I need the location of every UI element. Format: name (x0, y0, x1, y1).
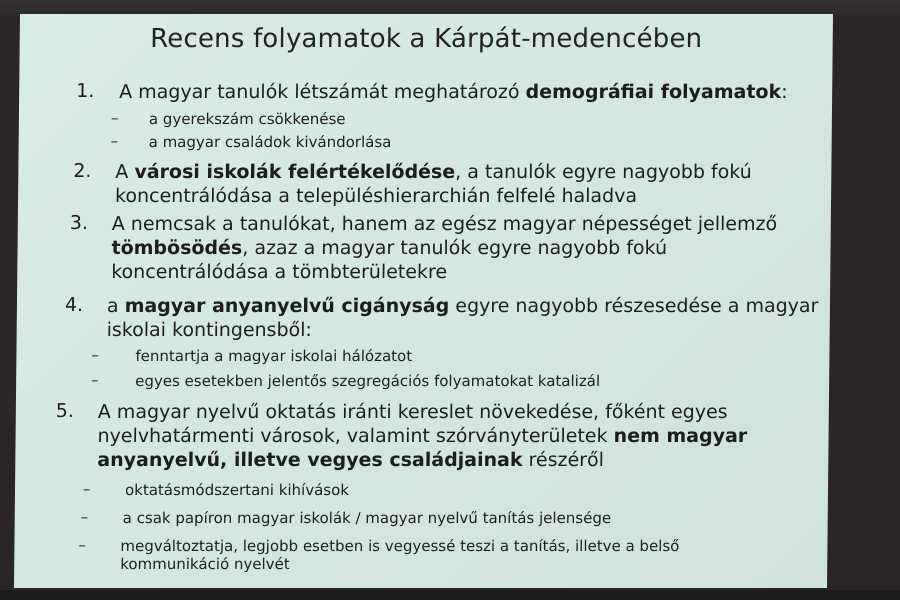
item-4-number: 4. (64, 294, 84, 316)
item-3-number: 3. (69, 212, 89, 234)
room-floor-edge (0, 590, 900, 600)
item-1-sub-2: a magyar családok kivándorlása (148, 133, 392, 151)
item-5-sub-1: oktatásmódszertani kihívások (124, 481, 350, 499)
item-5-sub-1-dash: – (82, 480, 91, 498)
item-5-sub-2-dash: – (80, 508, 89, 526)
projected-slide (14, 14, 833, 588)
item-1-text: A magyar tanulók létszámát meghatározó demográfiai folyamatok: (119, 81, 788, 103)
item-5-sub-3: megváltoztatja, legjobb esetben is vegyessé teszi a tanítás, illetve a belső (120, 537, 680, 555)
item-4-text: a magyar anyanyelvű cigányság egyre nagyobb részesedése a magyar iskolai kontingensből: (106, 295, 819, 341)
item-5-sub-3-dash: – (78, 536, 87, 554)
item-5-sub-2: a csak papíron magyar iskolák / magyar nyelvű tanítás jelensége (122, 509, 612, 527)
item-5-text: A magyar nyelvű oktatás iránti kereslet növekedése, főként egyes nyelvhatármenti városok, valamint szórványterületek nem magyar anyanyelvű, illetve vegyes családjainak részéről (97, 401, 748, 471)
item-4-sub-1-dash: – (91, 346, 100, 364)
item-1-sub-1-dash: – (110, 109, 119, 127)
item-1-sub-2-dash: – (110, 132, 119, 150)
item-4-sub-2: egyes esetekben jelentős szegregációs folyamatokat katalizál (135, 372, 601, 390)
item-1-number: 1. (76, 80, 95, 102)
item-4-sub-1: fenntartja a magyar iskolai hálózatot (135, 347, 413, 365)
item-3-text: A nemcsak a tanulókat, hanem az egész magyar népességet jellemző tömbösödés, azaz a magyar tanulók egyre nagyobb fokú koncentrálódása a tömbterületekre (111, 213, 778, 283)
item-5-number: 5. (55, 400, 75, 422)
item-2-number: 2. (73, 160, 92, 182)
item-5-sub-3-cont: kommunikáció nyelvét (120, 555, 290, 573)
item-2-text: A városi iskolák felértékelődése, a tanulók egyre nagyobb fokú koncentrálódása a településhierarchián felfelé haladva (114, 161, 752, 207)
item-1-sub-1: a gyerekszám csökkenése (148, 110, 346, 128)
item-4-sub-2-dash: – (91, 371, 99, 389)
slide-title: Recens folyamatok a Kárpát-medencében (150, 24, 703, 54)
